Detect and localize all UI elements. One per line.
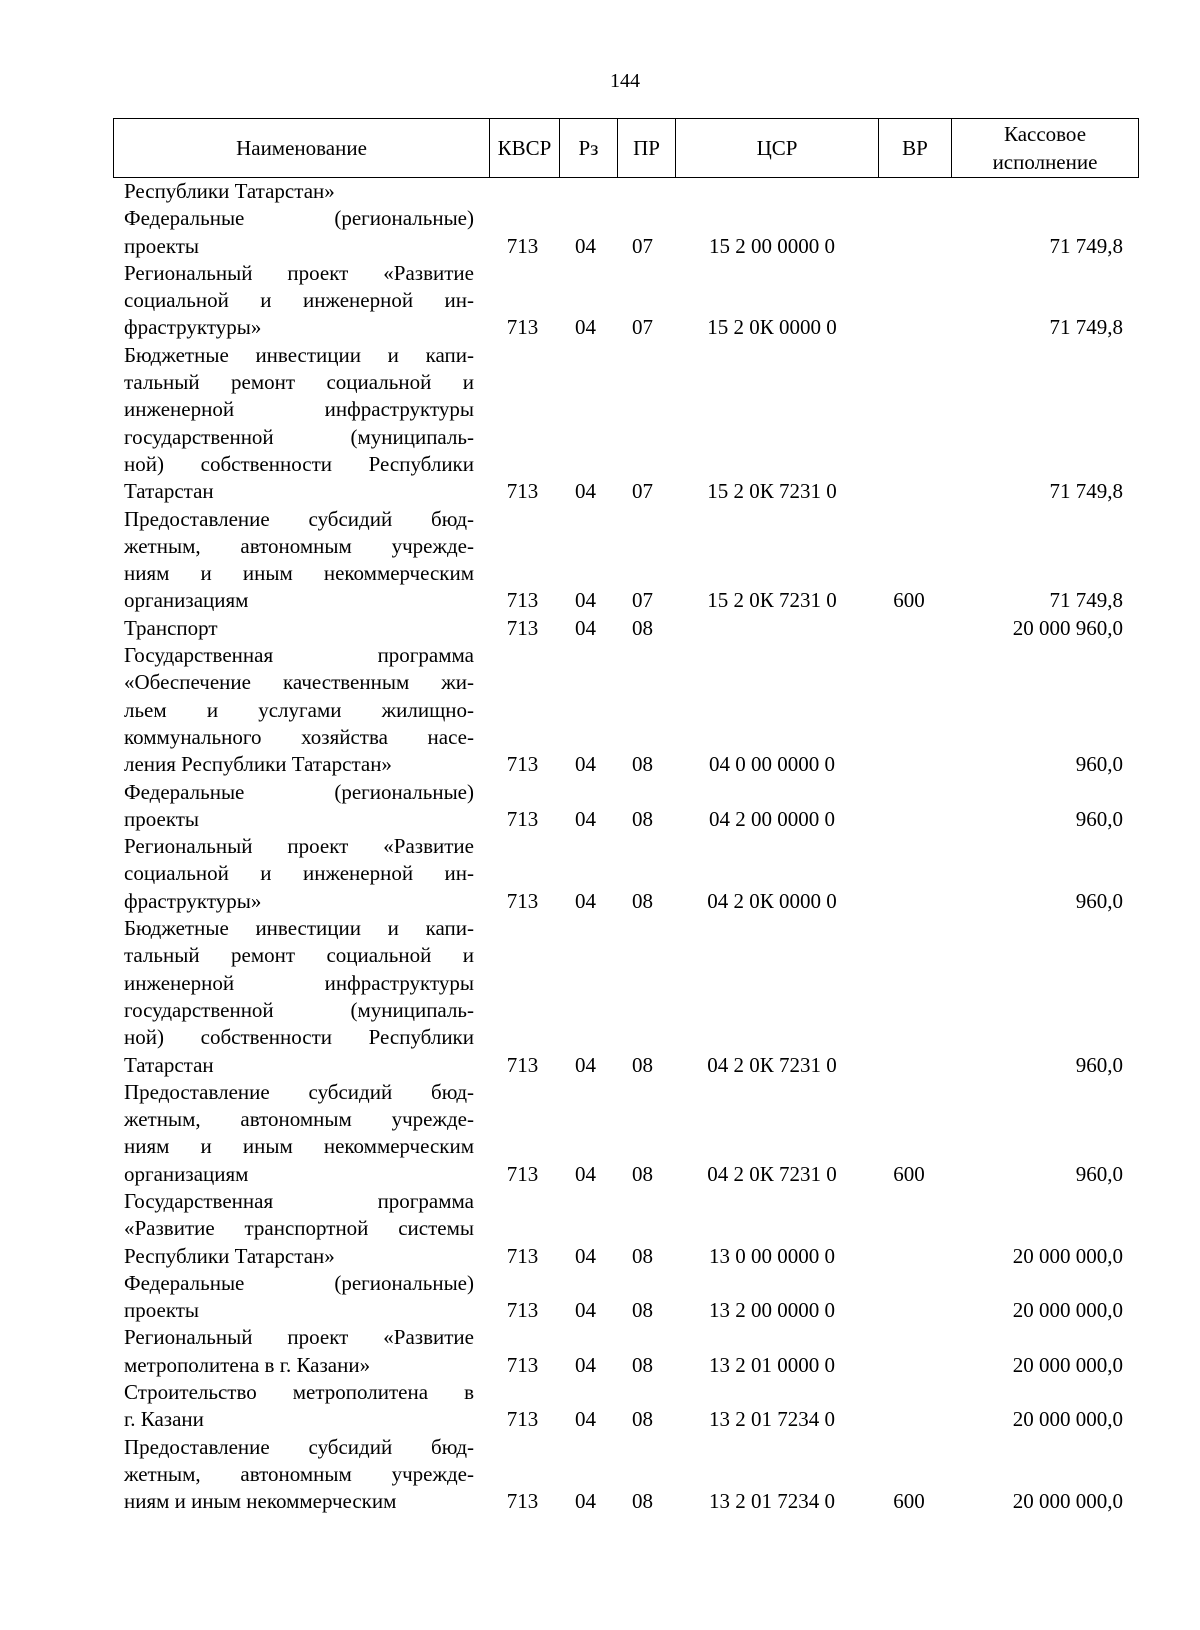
row-amount: 71 749,8 bbox=[1049, 479, 1123, 504]
row-name-line: проекты bbox=[124, 233, 200, 258]
row-kvsr bbox=[488, 178, 557, 205]
row-name-line: жетным, автономным учрежде- bbox=[124, 1107, 474, 1132]
row-amount: 71 749,8 bbox=[1049, 233, 1123, 258]
row-kvsr: 713 bbox=[506, 479, 539, 504]
table-row bbox=[113, 1379, 1131, 1434]
row-name-line: Транспорт bbox=[124, 615, 218, 640]
row-kvsr: 713 bbox=[506, 1052, 539, 1077]
row-csr: 13 2 01 7234 0 bbox=[709, 1407, 835, 1432]
row-rz: 04 bbox=[575, 1352, 596, 1377]
row-name-line: льем и услугами жилищно- bbox=[124, 697, 474, 722]
row-name-line: ной) собственности Республики bbox=[124, 1025, 474, 1050]
row-rz: 04 bbox=[575, 1243, 596, 1268]
row-csr: 15 2 0К 0000 0 bbox=[707, 315, 837, 340]
row-kvsr: 713 bbox=[506, 1352, 539, 1377]
row-csr: 04 0 00 0000 0 bbox=[709, 752, 835, 777]
row-amount: 71 749,8 bbox=[1049, 315, 1123, 340]
row-csr: 13 0 00 0000 0 bbox=[709, 1243, 835, 1268]
row-name-line: инженерной инфраструктуры bbox=[124, 397, 474, 422]
row-pr: 07 bbox=[632, 233, 653, 258]
table-header bbox=[113, 118, 1139, 178]
row-name-line: проекты bbox=[124, 806, 200, 831]
row-csr: 15 2 00 0000 0 bbox=[709, 233, 835, 258]
table-row bbox=[113, 615, 1131, 642]
row-rz bbox=[557, 178, 614, 205]
row-pr: 07 bbox=[632, 479, 653, 504]
row-vr bbox=[873, 260, 945, 342]
row-pr: 08 bbox=[632, 888, 653, 913]
row-csr: 13 2 01 7234 0 bbox=[709, 1489, 835, 1514]
row-pr: 08 bbox=[632, 1052, 653, 1077]
row-rz: 04 bbox=[575, 1298, 596, 1323]
row-name bbox=[113, 1188, 488, 1270]
row-csr bbox=[671, 178, 873, 205]
row-amount: 960,0 bbox=[1075, 752, 1123, 777]
row-name-line: Предоставление субсидий бюд- bbox=[124, 1434, 474, 1459]
row-name-line: жетным, автономным учрежде- bbox=[124, 533, 474, 558]
row-vr bbox=[873, 615, 945, 642]
row-rz: 04 bbox=[575, 1489, 596, 1514]
row-name-line: фраструктуры» bbox=[124, 315, 262, 340]
row-amount: 20 000 000,0 bbox=[1012, 1352, 1123, 1377]
table-row bbox=[113, 833, 1131, 915]
row-amount: 20 000 000,0 bbox=[1012, 1489, 1123, 1514]
row-name-line: Предоставление субсидий бюд- bbox=[124, 1079, 474, 1104]
row-name-line: Республики Татарстан» bbox=[124, 1243, 335, 1268]
table-row bbox=[113, 1188, 1131, 1270]
row-name bbox=[113, 1434, 488, 1516]
row-amount: 960,0 bbox=[1075, 1161, 1123, 1186]
row-amount: 71 749,8 bbox=[1049, 588, 1123, 613]
row-csr: 04 2 0К 7231 0 bbox=[707, 1161, 837, 1186]
header-csr: ЦСР bbox=[676, 119, 879, 178]
row-rz: 04 bbox=[575, 752, 596, 777]
row-rz: 04 bbox=[575, 1407, 596, 1432]
header-kassovoe-line2: исполнение bbox=[992, 150, 1098, 174]
row-vr bbox=[873, 342, 945, 506]
row-vr bbox=[873, 915, 945, 1079]
row-name-line: Федеральные (региональные) bbox=[124, 779, 474, 804]
row-vr bbox=[873, 642, 945, 778]
row-kvsr: 713 bbox=[506, 1243, 539, 1268]
row-vr bbox=[873, 178, 945, 205]
row-amount: 20 000 000,0 bbox=[1012, 1407, 1123, 1432]
page-number: 144 bbox=[610, 70, 640, 92]
row-name-line: «Обеспечение качественным жи- bbox=[124, 670, 474, 695]
table-row bbox=[113, 205, 1131, 260]
row-name-line: Строительство метрополитена в bbox=[124, 1380, 474, 1405]
header-pr: ПР bbox=[618, 119, 676, 178]
row-amount: 20 000 000,0 bbox=[1012, 1298, 1123, 1323]
row-vr bbox=[873, 1379, 945, 1434]
row-csr: 04 2 0К 0000 0 bbox=[707, 888, 837, 913]
table-row bbox=[113, 1434, 1131, 1516]
row-vr bbox=[873, 779, 945, 834]
row-kvsr: 713 bbox=[506, 806, 539, 831]
row-csr: 04 2 00 0000 0 bbox=[709, 806, 835, 831]
row-name-line: ления Республики Татарстан» bbox=[124, 752, 392, 777]
row-amount: 960,0 bbox=[1075, 806, 1123, 831]
row-pr: 08 bbox=[632, 1298, 653, 1323]
table-row bbox=[113, 178, 1131, 205]
row-name bbox=[113, 779, 488, 834]
header-rz: Рз bbox=[560, 119, 618, 178]
row-rz: 04 bbox=[575, 615, 596, 640]
row-csr: 15 2 0К 7231 0 bbox=[707, 479, 837, 504]
row-kvsr: 713 bbox=[506, 752, 539, 777]
row-name-line: ниям и иным некоммерческим bbox=[124, 1489, 397, 1514]
row-vr bbox=[873, 1270, 945, 1325]
row-name-line: коммунального хозяйства насе- bbox=[124, 724, 474, 749]
row-name-line: Региональный проект «Развитие bbox=[124, 834, 474, 859]
row-name-line: Татарстан bbox=[124, 1052, 214, 1077]
row-name bbox=[113, 1270, 488, 1325]
row-csr: 04 2 0К 7231 0 bbox=[707, 1052, 837, 1077]
row-name bbox=[113, 205, 488, 260]
row-name-line: жетным, автономным учрежде- bbox=[124, 1461, 474, 1486]
row-kvsr: 713 bbox=[506, 1489, 539, 1514]
row-name bbox=[113, 342, 488, 506]
row-vr bbox=[873, 1324, 945, 1379]
budget-table-body bbox=[113, 178, 1131, 1516]
row-name bbox=[113, 615, 488, 642]
row-name-line: Предоставление субсидий бюд- bbox=[124, 506, 474, 531]
row-vr: 600 bbox=[893, 588, 925, 613]
row-vr bbox=[873, 833, 945, 915]
row-name-line: г. Казани bbox=[124, 1407, 204, 1432]
row-vr bbox=[873, 1188, 945, 1270]
row-rz: 04 bbox=[575, 888, 596, 913]
table-row bbox=[113, 642, 1131, 778]
table-row bbox=[113, 1270, 1131, 1325]
row-kvsr: 713 bbox=[506, 1298, 539, 1323]
header-kassovoe-line1: Кассовое bbox=[1003, 122, 1087, 146]
row-vr bbox=[873, 205, 945, 260]
row-name-line: Государственная программа bbox=[124, 1188, 474, 1213]
row-kvsr: 713 bbox=[506, 615, 539, 640]
row-name-line: государственной (муниципаль- bbox=[124, 997, 474, 1022]
row-rz: 04 bbox=[575, 1161, 596, 1186]
table-row bbox=[113, 779, 1131, 834]
row-rz: 04 bbox=[575, 315, 596, 340]
table-row bbox=[113, 1079, 1131, 1188]
row-pr: 08 bbox=[632, 1352, 653, 1377]
row-kvsr: 713 bbox=[506, 588, 539, 613]
row-rz: 04 bbox=[575, 1052, 596, 1077]
header-name: Наименование bbox=[114, 119, 490, 178]
table-row bbox=[113, 506, 1131, 615]
row-kvsr: 713 bbox=[506, 888, 539, 913]
row-name bbox=[113, 915, 488, 1079]
row-name bbox=[113, 260, 488, 342]
row-name-line: Татарстан bbox=[124, 479, 214, 504]
row-name bbox=[113, 506, 488, 615]
row-name bbox=[113, 1079, 488, 1188]
row-rz: 04 bbox=[575, 588, 596, 613]
row-name-line: государственной (муниципаль- bbox=[124, 424, 474, 449]
row-pr: 08 bbox=[632, 1489, 653, 1514]
row-kvsr: 713 bbox=[506, 233, 539, 258]
row-csr: 13 2 00 0000 0 bbox=[709, 1298, 835, 1323]
row-amount bbox=[945, 178, 1131, 205]
row-name-line: Бюджетные инвестиции и капи- bbox=[124, 916, 474, 941]
row-name-line: Региональный проект «Развитие bbox=[124, 260, 474, 285]
row-name bbox=[113, 642, 488, 778]
row-name-line: ниям и иным некоммерческим bbox=[124, 561, 474, 586]
row-csr: 13 2 01 0000 0 bbox=[709, 1352, 835, 1377]
row-name-line: организациям bbox=[124, 588, 249, 613]
row-name-line: «Развитие транспортной системы bbox=[124, 1216, 474, 1241]
row-name-line: ниям и иным некоммерческим bbox=[124, 1134, 474, 1159]
row-pr: 07 bbox=[632, 315, 653, 340]
row-name-line: организациям bbox=[124, 1161, 249, 1186]
row-name-line: фраструктуры» bbox=[124, 888, 262, 913]
row-name-line: проекты bbox=[124, 1298, 200, 1323]
table-row bbox=[113, 260, 1131, 342]
row-name-line: Федеральные (региональные) bbox=[124, 206, 474, 231]
row-rz: 04 bbox=[575, 233, 596, 258]
row-kvsr: 713 bbox=[506, 315, 539, 340]
row-name-line: тальный ремонт социальной и bbox=[124, 943, 474, 968]
row-pr: 07 bbox=[632, 588, 653, 613]
row-name-line: Региональный проект «Развитие bbox=[124, 1325, 474, 1350]
row-name-line: Бюджетные инвестиции и капи- bbox=[124, 342, 474, 367]
row-name bbox=[113, 833, 488, 915]
row-csr: 15 2 0К 7231 0 bbox=[707, 588, 837, 613]
row-amount: 20 000 000,0 bbox=[1012, 1243, 1123, 1268]
row-pr: 08 bbox=[632, 1243, 653, 1268]
row-pr: 08 bbox=[632, 1407, 653, 1432]
row-name-line: Республики Татарстан» bbox=[124, 179, 335, 203]
row-name bbox=[113, 178, 488, 205]
row-name-line: метрополитена в г. Казани» bbox=[124, 1352, 371, 1377]
row-kvsr: 713 bbox=[506, 1161, 539, 1186]
header-vr: ВР bbox=[879, 119, 952, 178]
row-amount: 20 000 960,0 bbox=[1012, 615, 1123, 640]
row-name-line: социальной и инженерной ин- bbox=[124, 288, 474, 313]
row-pr bbox=[614, 178, 671, 205]
row-rz: 04 bbox=[575, 806, 596, 831]
row-vr: 600 bbox=[893, 1161, 925, 1186]
row-amount: 960,0 bbox=[1075, 888, 1123, 913]
row-pr: 08 bbox=[632, 615, 653, 640]
row-name bbox=[113, 1324, 488, 1379]
table-row bbox=[113, 1324, 1131, 1379]
row-pr: 08 bbox=[632, 1161, 653, 1186]
header-kvsr: КВСР bbox=[490, 119, 560, 178]
row-name-line: Государственная программа bbox=[124, 643, 474, 668]
row-name bbox=[113, 1379, 488, 1434]
row-name-line: социальной и инженерной ин- bbox=[124, 861, 474, 886]
table-row bbox=[113, 915, 1131, 1079]
row-name-line: Федеральные (региональные) bbox=[124, 1270, 474, 1295]
row-name-line: тальный ремонт социальной и bbox=[124, 370, 474, 395]
row-pr: 08 bbox=[632, 806, 653, 831]
row-amount: 960,0 bbox=[1075, 1052, 1123, 1077]
row-rz: 04 bbox=[575, 479, 596, 504]
row-name-line: ной) собственности Республики bbox=[124, 451, 474, 476]
row-name-line: инженерной инфраструктуры bbox=[124, 970, 474, 995]
row-csr bbox=[671, 615, 873, 642]
row-vr: 600 bbox=[893, 1489, 925, 1514]
table-row bbox=[113, 342, 1131, 506]
header-kassovoe bbox=[952, 119, 1139, 178]
row-pr: 08 bbox=[632, 752, 653, 777]
row-kvsr: 713 bbox=[506, 1407, 539, 1432]
